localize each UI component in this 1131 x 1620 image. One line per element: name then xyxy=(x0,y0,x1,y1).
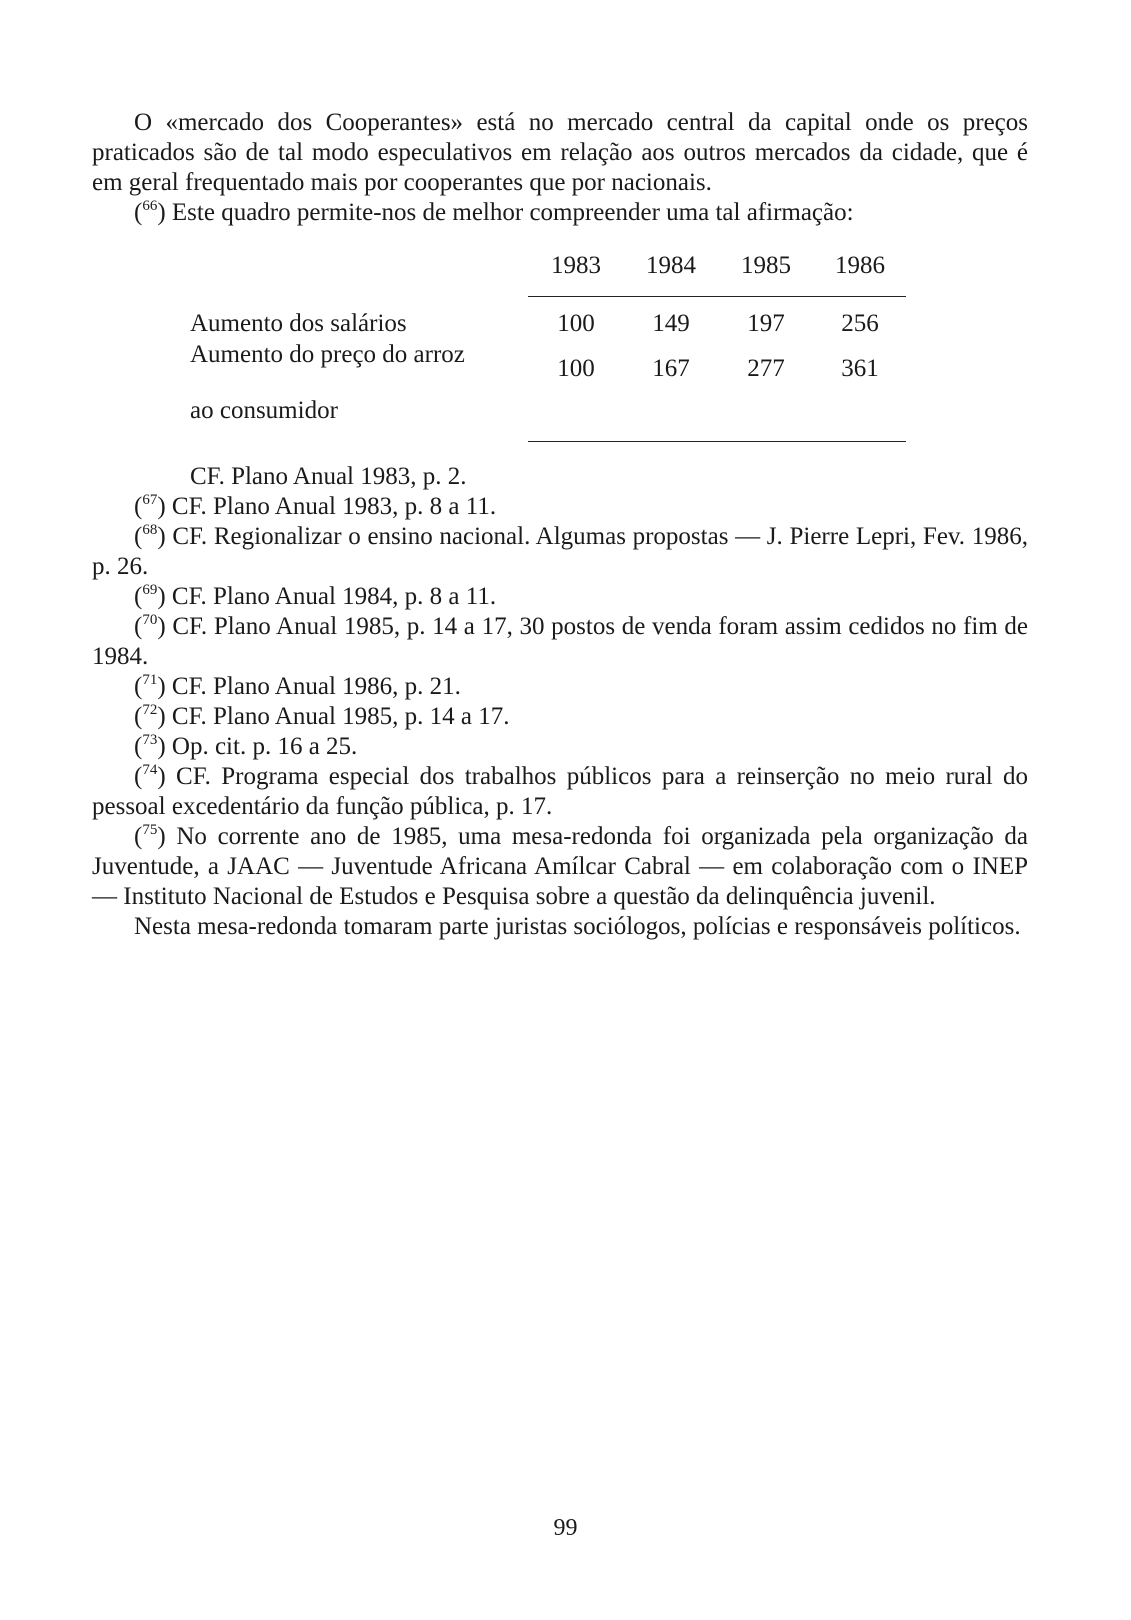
footnote-mark: 72 xyxy=(142,702,158,718)
footnote-text: CF. Plano Anual 1984, p. 8 a 11. xyxy=(171,583,497,610)
footnote: ($^{71}$) CF. Plano Anual 1986, p. 21. xyxy=(134,672,461,700)
table-cell: 167 xyxy=(652,355,690,382)
footnote-mark: 67 xyxy=(142,492,158,508)
footnote: ($^{72}$) CF. Plano Anual 1985, p. 14 a 17. xyxy=(134,702,510,730)
footnote: ($^{70}$) CF. Plano Anual 1985, p. 14 a 17, 30 postos de venda foram assim cedidos no fim de 1984. xyxy=(92,612,1028,670)
table-cell: 149 xyxy=(652,310,690,337)
footnote: ($^{67}$) CF. Plano Anual 1983, p. 8 a 11. xyxy=(134,492,497,520)
footnote-text: CF. Plano Anual 1983, p. 8 a 11. xyxy=(171,493,497,520)
footnote-mark: 75 xyxy=(142,822,158,838)
closing-paragraph: Nesta mesa-redonda tomaram parte juristas sociólogos, polícias e responsáveis políticos. xyxy=(134,913,1021,940)
table-top-rule xyxy=(528,296,906,297)
intro-block xyxy=(92,108,1028,228)
table-cell: 256 xyxy=(841,310,879,337)
table-source: CF. Plano Anual 1983, p. 2. xyxy=(190,463,467,490)
table-cell: 100 xyxy=(557,310,595,337)
footnote-66-mark: 66 xyxy=(142,198,158,214)
footnote: ($^{68}$) CF. Regionalizar o ensino nacional. Algumas propostas — J. Pierre Lepri, Fev. 1986, p. 26. xyxy=(92,522,1028,580)
row-label-rice: Aumento do preço do arroz xyxy=(190,341,465,368)
footnote: ($^{69}$) CF. Plano Anual 1984, p. 8 a 11. xyxy=(134,582,497,610)
footnote-mark: 70 xyxy=(142,612,158,628)
footnote-mark: 71 xyxy=(142,672,158,688)
footnote-text: CF. Plano Anual 1985, p. 14 a 17, 30 postos de venda foram assim cedidos no fim de 1984. xyxy=(92,613,1028,670)
table-cell: 361 xyxy=(841,355,879,382)
footnote-text: CF. Plano Anual 1986, p. 21. xyxy=(171,673,461,700)
footnote: ($^{75}$) No corrente ano de 1985, uma mesa-redonda foi organizada pela organização da Juventude, a JAAC — Juventude Africana Amílcar Cabral — em colaboração com o INEP — Instituto Nacional de Estudos e Pesquisa sobre a questão da delinquência juvenil. xyxy=(92,822,1028,910)
year-header: 1985 xyxy=(741,252,791,279)
year-header: 1983 xyxy=(551,252,601,279)
row-label-salaries: Aumento dos salários xyxy=(190,310,407,337)
table-cell: 197 xyxy=(747,310,785,337)
footnote-text: Op. cit. p. 16 a 25. xyxy=(171,733,358,760)
footnote-mark: 69 xyxy=(142,582,158,598)
year-header: 1984 xyxy=(646,252,696,279)
footnote: ($^{73}$) Op. cit. p. 16 a 25. xyxy=(134,732,358,760)
footnote: ($^{74}$) CF. Programa especial dos trabalhos públicos para a reinserção no meio rural do pessoal excedentário da função pública, p. 17. xyxy=(92,762,1028,820)
year-header: 1986 xyxy=(835,252,885,279)
footnote-mark: 74 xyxy=(142,762,158,778)
table-cell: 100 xyxy=(557,355,595,382)
footnote-text: CF. Regionalizar o ensino nacional. Algumas propostas — J. Pierre Lepri, Fev. 1986, p. 26. xyxy=(92,523,1028,580)
footnote-text: No corrente ano de 1985, uma mesa-redonda foi organizada pela organização da Juventude, a JAAC — Juventude Africana Amílcar Cabral — em colaboração com o INEP — Instituto Nacional de Estudos e Pesquisa sobre a questão da delinquência juvenil. xyxy=(92,823,1028,910)
row-label-rice-cont: ao consumidor xyxy=(190,397,338,424)
footnotes xyxy=(92,462,1028,942)
footnote-66-text: Este quadro permite-nos de melhor compreender uma tal afirmação: xyxy=(171,199,854,226)
page-number: 99 xyxy=(553,1515,578,1541)
footnote-text: CF. Programa especial dos trabalhos públicos para a reinserção no meio rural do pessoal excedentário da função pública, p. 17. xyxy=(92,763,1028,820)
footnote-66: ($^{66}$) Este quadro permite-nos de melhor compreender uma tal afirmação: xyxy=(134,198,854,226)
footnote-mark: 73 xyxy=(142,732,158,748)
footnote-text: CF. Plano Anual 1985, p. 14 a 17. xyxy=(171,703,510,730)
footnote-mark: 68 xyxy=(142,522,158,538)
table-bottom-rule xyxy=(528,441,906,442)
intro-paragraph: O «mercado dos Cooperantes» está no mercado central da capital onde os preços praticados são de tal modo especulativos em relação aos outros mercados da cidade, que é em geral frequentado mais por cooperantes que por nacionais. xyxy=(92,109,1028,196)
table-cell: 277 xyxy=(747,355,785,382)
